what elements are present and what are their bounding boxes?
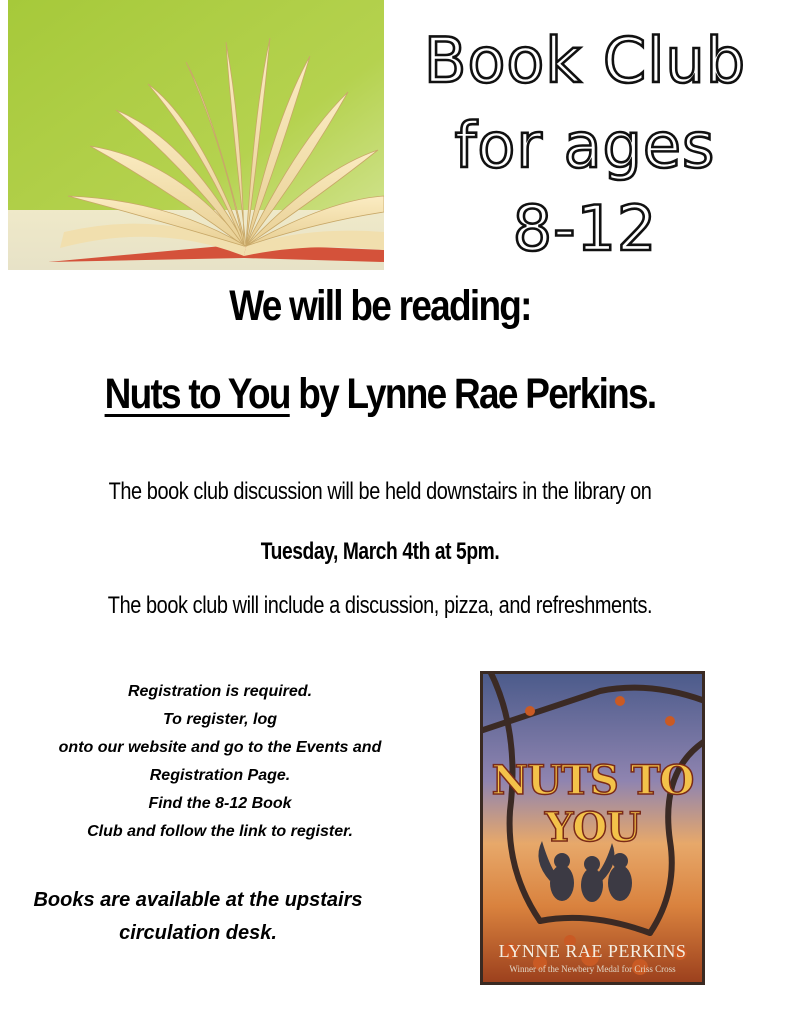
registration-line: Registration is required. <box>127 683 313 700</box>
registration-line: Registration Page. <box>149 767 291 784</box>
location-text: The book club discussion will be held downstairs in the library on <box>108 478 652 505</box>
includes-text: The book club will include a discussion, pizza, and refreshments. <box>107 592 653 619</box>
title-age-range: 8-12 <box>512 192 658 265</box>
registration-line: Club and follow the link to register. <box>87 823 353 840</box>
book-byline: by Lynne Rae Perkins. <box>289 370 656 418</box>
book-line <box>53 370 707 419</box>
title-for-ages: for ages <box>454 109 716 182</box>
cover-title: NUTS TO YOU <box>491 757 694 851</box>
title-book-club: Book Club <box>423 24 747 97</box>
registration-line: To register, log <box>162 711 278 728</box>
registration-line: Find the 8-12 Book <box>148 795 292 812</box>
registration-line: onto our website and go to the Events and <box>58 739 382 756</box>
cover-author: LYNNE RAE PERKINS <box>498 941 687 961</box>
open-book-icon <box>8 0 384 270</box>
book-cover-image <box>480 671 705 985</box>
availability-line: circulation desk. <box>119 922 277 944</box>
availability-info <box>8 884 388 950</box>
cover-subtitle: Winner of the Newbery Medal for Criss Cross <box>509 964 676 974</box>
event-date: Tuesday, March 4th at 5pm. <box>260 538 500 565</box>
open-book-photo <box>8 0 384 270</box>
book-title: Nuts to You <box>104 370 290 418</box>
availability-line: Books are available at the upstairs <box>33 889 363 911</box>
registration-info <box>20 678 420 846</box>
reading-heading: We will be reading: <box>229 282 531 330</box>
